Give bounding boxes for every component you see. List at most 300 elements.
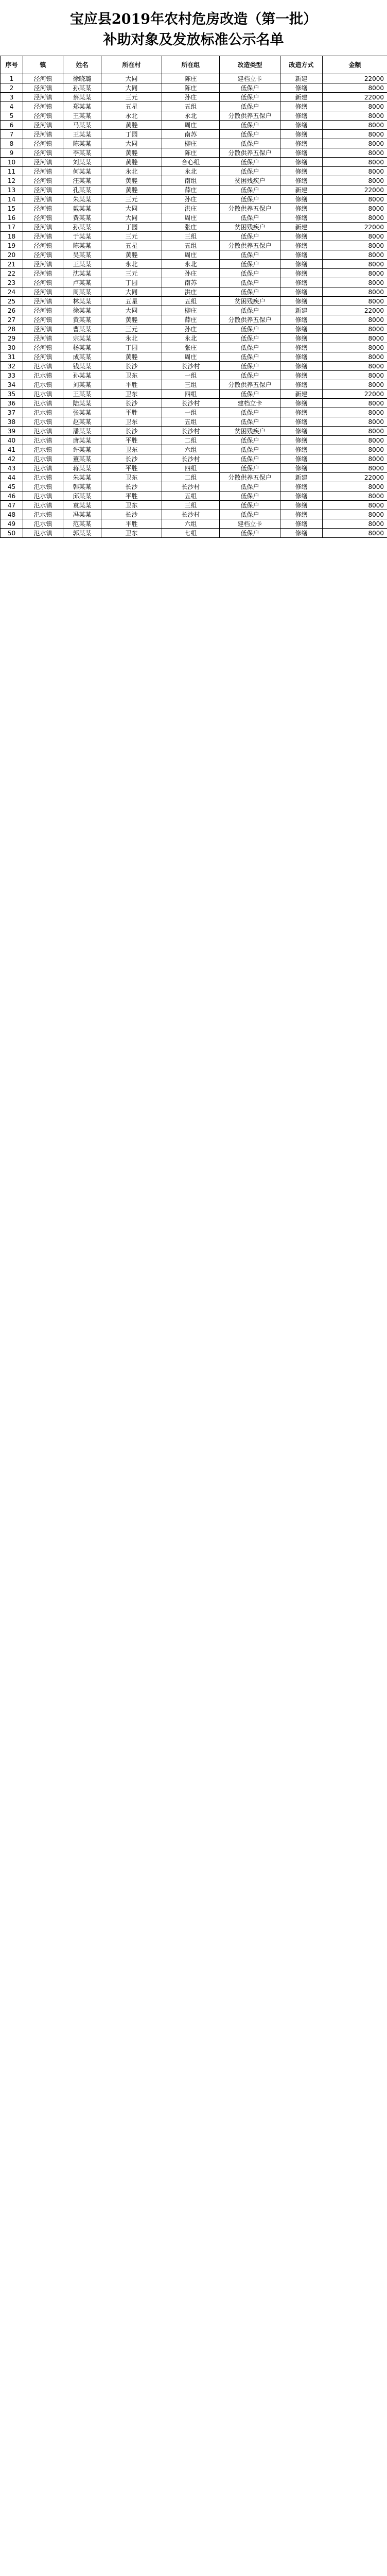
recipient-table (0, 56, 387, 538)
town-cell: 氾水镇 (23, 473, 63, 482)
type-cell: 分散供养五保户 (220, 148, 280, 158)
town-cell: 泾河镇 (23, 250, 63, 260)
group-cell: 长沙村 (162, 427, 220, 436)
village-cell: 永北 (101, 260, 162, 269)
village-cell: 丁园 (101, 278, 162, 287)
amount-cell: 8000 (323, 436, 387, 445)
table-row (1, 158, 387, 167)
group-cell: 长沙村 (162, 482, 220, 492)
town-cell: 氾水镇 (23, 399, 63, 408)
village-cell: 长沙 (101, 399, 162, 408)
table-row (1, 417, 387, 427)
amount-cell: 8000 (323, 352, 387, 362)
method-cell: 修缮 (280, 278, 323, 287)
town-cell: 氾水镇 (23, 464, 63, 473)
type-cell: 低保户 (220, 278, 280, 287)
table-row (1, 510, 387, 519)
seq-cell: 45 (1, 482, 23, 492)
type-cell: 低保户 (220, 389, 280, 399)
name-cell: 刘某某 (63, 158, 101, 167)
method-cell: 修缮 (280, 482, 323, 492)
village-cell: 大同 (101, 139, 162, 148)
type-cell: 低保户 (220, 436, 280, 445)
seq-cell: 31 (1, 352, 23, 362)
type-cell: 低保户 (220, 492, 280, 501)
name-cell: 何某某 (63, 167, 101, 176)
group-cell: 周庄 (162, 213, 220, 223)
village-cell: 长沙 (101, 362, 162, 371)
type-cell: 分散供养五保户 (220, 111, 280, 121)
type-cell: 低保户 (220, 529, 280, 538)
table-row (1, 204, 387, 213)
name-cell: 黄某某 (63, 315, 101, 325)
method-cell: 修缮 (280, 325, 323, 334)
seq-cell: 20 (1, 250, 23, 260)
village-cell: 大同 (101, 204, 162, 213)
method-cell: 修缮 (280, 334, 323, 343)
town-cell: 泾河镇 (23, 325, 63, 334)
village-cell: 三元 (101, 232, 162, 241)
type-cell: 低保户 (220, 195, 280, 204)
method-cell: 修缮 (280, 148, 323, 158)
name-cell: 陈某某 (63, 241, 101, 250)
table-row (1, 445, 387, 454)
town-cell: 氾水镇 (23, 492, 63, 501)
seq-cell: 39 (1, 427, 23, 436)
town-cell: 泾河镇 (23, 139, 63, 148)
name-cell: 吴某某 (63, 250, 101, 260)
name-cell: 王某某 (63, 111, 101, 121)
group-cell: 薛庄 (162, 185, 220, 195)
group-cell: 五组 (162, 102, 220, 111)
amount-cell: 8000 (323, 325, 387, 334)
seq-cell: 26 (1, 306, 23, 315)
group-cell: 七组 (162, 529, 220, 538)
group-cell: 五组 (162, 241, 220, 250)
type-cell: 低保户 (220, 167, 280, 176)
village-cell: 长沙 (101, 427, 162, 436)
header-method: 改造方式 (280, 56, 323, 74)
name-cell: 孙某某 (63, 223, 101, 232)
method-cell: 新建 (280, 93, 323, 102)
table-row (1, 287, 387, 297)
type-cell: 分散供养五保户 (220, 241, 280, 250)
name-cell: 董某某 (63, 454, 101, 464)
method-cell: 修缮 (280, 241, 323, 250)
group-cell: 薛庄 (162, 315, 220, 325)
table-row (1, 130, 387, 139)
group-cell: 洪庄 (162, 287, 220, 297)
type-cell: 低保户 (220, 102, 280, 111)
type-cell: 建档立卡 (220, 399, 280, 408)
method-cell: 修缮 (280, 260, 323, 269)
seq-cell: 8 (1, 139, 23, 148)
type-cell: 低保户 (220, 213, 280, 223)
amount-cell: 22000 (323, 473, 387, 482)
method-cell: 修缮 (280, 111, 323, 121)
village-cell: 平胜 (101, 380, 162, 389)
village-cell: 卫东 (101, 501, 162, 510)
village-cell: 三元 (101, 195, 162, 204)
name-cell: 韩某某 (63, 482, 101, 492)
amount-cell: 8000 (323, 399, 387, 408)
town-cell: 泾河镇 (23, 111, 63, 121)
header-village: 所在村 (101, 56, 162, 74)
type-cell: 低保户 (220, 325, 280, 334)
type-cell: 低保户 (220, 362, 280, 371)
table-row (1, 278, 387, 287)
method-cell: 修缮 (280, 343, 323, 352)
amount-cell: 8000 (323, 408, 387, 417)
amount-cell: 8000 (323, 167, 387, 176)
table-row (1, 213, 387, 223)
group-cell: 六组 (162, 445, 220, 454)
group-cell: 孙庄 (162, 269, 220, 278)
amount-cell: 8000 (323, 278, 387, 287)
header-name: 姓名 (63, 56, 101, 74)
seq-cell: 43 (1, 464, 23, 473)
seq-cell: 27 (1, 315, 23, 325)
title-line-1: 宝应县2019年农村危房改造（第一批） (69, 11, 318, 27)
seq-cell: 17 (1, 223, 23, 232)
method-cell: 修缮 (280, 454, 323, 464)
village-cell: 平胜 (101, 436, 162, 445)
name-cell: 汪某某 (63, 176, 101, 185)
name-cell: 潘某某 (63, 427, 101, 436)
amount-cell: 22000 (323, 185, 387, 195)
seq-cell: 40 (1, 436, 23, 445)
method-cell: 修缮 (280, 362, 323, 371)
table-row (1, 371, 387, 380)
method-cell: 修缮 (280, 501, 323, 510)
type-cell: 低保户 (220, 130, 280, 139)
town-cell: 泾河镇 (23, 83, 63, 93)
village-cell: 大同 (101, 306, 162, 315)
table-row (1, 102, 387, 111)
amount-cell: 8000 (323, 204, 387, 213)
amount-cell: 8000 (323, 102, 387, 111)
town-cell: 泾河镇 (23, 204, 63, 213)
seq-cell: 37 (1, 408, 23, 417)
village-cell: 大同 (101, 213, 162, 223)
amount-cell: 8000 (323, 501, 387, 510)
method-cell: 修缮 (280, 83, 323, 93)
type-cell: 低保户 (220, 445, 280, 454)
group-cell: 周庄 (162, 121, 220, 130)
group-cell: 三组 (162, 232, 220, 241)
group-cell: 永北 (162, 260, 220, 269)
amount-cell: 8000 (323, 195, 387, 204)
amount-cell: 8000 (323, 492, 387, 501)
type-cell: 低保户 (220, 158, 280, 167)
header-group: 所在组 (162, 56, 220, 74)
seq-cell: 12 (1, 176, 23, 185)
page (0, 0, 387, 538)
village-cell: 五星 (101, 102, 162, 111)
type-cell: 低保户 (220, 306, 280, 315)
type-cell: 低保户 (220, 83, 280, 93)
method-cell: 修缮 (280, 408, 323, 417)
village-cell: 长沙 (101, 510, 162, 519)
name-cell: 朱某某 (63, 473, 101, 482)
seq-cell: 35 (1, 389, 23, 399)
town-cell: 泾河镇 (23, 269, 63, 278)
method-cell: 修缮 (280, 519, 323, 529)
name-cell: 戴某某 (63, 204, 101, 213)
method-cell: 修缮 (280, 492, 323, 501)
town-cell: 泾河镇 (23, 232, 63, 241)
type-cell: 低保户 (220, 464, 280, 473)
seq-cell: 44 (1, 473, 23, 482)
type-cell: 低保户 (220, 93, 280, 102)
amount-cell: 8000 (323, 454, 387, 464)
village-cell: 长沙 (101, 482, 162, 492)
seq-cell: 46 (1, 492, 23, 501)
table-row (1, 408, 387, 417)
group-cell: 四组 (162, 464, 220, 473)
header-type: 改造类型 (220, 56, 280, 74)
amount-cell: 8000 (323, 371, 387, 380)
table-row (1, 176, 387, 185)
town-cell: 氾水镇 (23, 371, 63, 380)
table-row (1, 250, 387, 260)
name-cell: 沈某某 (63, 269, 101, 278)
amount-cell: 8000 (323, 343, 387, 352)
group-cell: 长沙村 (162, 399, 220, 408)
title-block (0, 0, 387, 56)
method-cell: 修缮 (280, 371, 323, 380)
group-cell: 长沙村 (162, 510, 220, 519)
amount-cell: 22000 (323, 389, 387, 399)
group-cell: 四组 (162, 389, 220, 399)
amount-cell: 8000 (323, 241, 387, 250)
group-cell: 南苏 (162, 130, 220, 139)
town-cell: 氾水镇 (23, 529, 63, 538)
table-row (1, 519, 387, 529)
table-row (1, 362, 387, 371)
method-cell: 修缮 (280, 213, 323, 223)
village-cell: 五星 (101, 297, 162, 306)
seq-cell: 5 (1, 111, 23, 121)
name-cell: 周某某 (63, 287, 101, 297)
town-cell: 氾水镇 (23, 408, 63, 417)
name-cell: 刘某某 (63, 380, 101, 389)
name-cell: 李某某 (63, 148, 101, 158)
name-cell: 冯某某 (63, 510, 101, 519)
table-row (1, 195, 387, 204)
table-row (1, 121, 387, 130)
seq-cell: 16 (1, 213, 23, 223)
type-cell: 低保户 (220, 260, 280, 269)
type-cell: 贫困残疾户 (220, 297, 280, 306)
method-cell: 修缮 (280, 204, 323, 213)
group-cell: 南苏 (162, 278, 220, 287)
amount-cell: 8000 (323, 519, 387, 529)
method-cell: 新建 (280, 74, 323, 83)
group-cell: 周庄 (162, 352, 220, 362)
table-row (1, 315, 387, 325)
amount-cell: 8000 (323, 334, 387, 343)
seq-cell: 23 (1, 278, 23, 287)
table-row (1, 74, 387, 83)
method-cell: 修缮 (280, 232, 323, 241)
seq-cell: 30 (1, 343, 23, 352)
seq-cell: 18 (1, 232, 23, 241)
group-cell: 孙庄 (162, 195, 220, 204)
seq-cell: 19 (1, 241, 23, 250)
type-cell: 低保户 (220, 510, 280, 519)
town-cell: 氾水镇 (23, 427, 63, 436)
name-cell: 费某某 (63, 213, 101, 223)
town-cell: 泾河镇 (23, 195, 63, 204)
group-cell: 永北 (162, 167, 220, 176)
type-cell: 建档立卡 (220, 519, 280, 529)
town-cell: 泾河镇 (23, 343, 63, 352)
name-cell: 王某某 (63, 389, 101, 399)
group-cell: 张庄 (162, 223, 220, 232)
town-cell: 泾河镇 (23, 260, 63, 269)
seq-cell: 9 (1, 148, 23, 158)
method-cell: 修缮 (280, 529, 323, 538)
seq-cell: 24 (1, 287, 23, 297)
amount-cell: 8000 (323, 148, 387, 158)
amount-cell: 8000 (323, 380, 387, 389)
town-cell: 泾河镇 (23, 315, 63, 325)
amount-cell: 8000 (323, 529, 387, 538)
group-cell: 陈庄 (162, 148, 220, 158)
table-row (1, 389, 387, 399)
method-cell: 修缮 (280, 510, 323, 519)
table-row (1, 427, 387, 436)
seq-cell: 13 (1, 185, 23, 195)
amount-cell: 8000 (323, 315, 387, 325)
town-cell: 泾河镇 (23, 278, 63, 287)
town-cell: 泾河镇 (23, 334, 63, 343)
table-row (1, 464, 387, 473)
name-cell: 杨某某 (63, 343, 101, 352)
group-cell: 五组 (162, 297, 220, 306)
seq-cell: 34 (1, 380, 23, 389)
town-cell: 泾河镇 (23, 148, 63, 158)
method-cell: 修缮 (280, 167, 323, 176)
name-cell: 蒋某某 (63, 464, 101, 473)
group-cell: 长沙村 (162, 362, 220, 371)
method-cell: 修缮 (280, 195, 323, 204)
amount-cell: 8000 (323, 297, 387, 306)
village-cell: 卫东 (101, 529, 162, 538)
method-cell: 修缮 (280, 315, 323, 325)
town-cell: 氾水镇 (23, 501, 63, 510)
town-cell: 泾河镇 (23, 130, 63, 139)
town-cell: 泾河镇 (23, 297, 63, 306)
name-cell: 唐某某 (63, 436, 101, 445)
town-cell: 泾河镇 (23, 121, 63, 130)
title-line-2: 补助对象及发放标准公示名单 (103, 32, 284, 48)
table-row (1, 501, 387, 510)
name-cell: 王某某 (63, 130, 101, 139)
group-cell: 周庄 (162, 250, 220, 260)
name-cell: 许某某 (63, 445, 101, 454)
group-cell: 五组 (162, 417, 220, 427)
village-cell: 黄塍 (101, 121, 162, 130)
name-cell: 林某某 (63, 297, 101, 306)
town-cell: 氾水镇 (23, 519, 63, 529)
town-cell: 泾河镇 (23, 185, 63, 195)
village-cell: 五星 (101, 241, 162, 250)
table-body (1, 74, 387, 538)
name-cell: 郑某某 (63, 102, 101, 111)
table-row (1, 380, 387, 389)
village-cell: 黄塍 (101, 352, 162, 362)
method-cell: 修缮 (280, 352, 323, 362)
name-cell: 成某某 (63, 352, 101, 362)
table-row (1, 111, 387, 121)
name-cell: 王某某 (63, 260, 101, 269)
type-cell: 低保户 (220, 269, 280, 278)
method-cell: 修缮 (280, 436, 323, 445)
amount-cell: 8000 (323, 482, 387, 492)
amount-cell: 8000 (323, 130, 387, 139)
name-cell: 朱某某 (63, 195, 101, 204)
table-row (1, 436, 387, 445)
town-cell: 泾河镇 (23, 287, 63, 297)
header-amount: 金额 (323, 56, 387, 74)
town-cell: 氾水镇 (23, 482, 63, 492)
table-row (1, 343, 387, 352)
village-cell: 黄塍 (101, 250, 162, 260)
name-cell: 陆某某 (63, 399, 101, 408)
type-cell: 低保户 (220, 121, 280, 130)
method-cell: 新建 (280, 185, 323, 195)
type-cell: 分散供养五保户 (220, 204, 280, 213)
village-cell: 卫东 (101, 371, 162, 380)
amount-cell: 8000 (323, 427, 387, 436)
group-cell: 陈庄 (162, 74, 220, 83)
table-row (1, 492, 387, 501)
town-cell: 泾河镇 (23, 74, 63, 83)
table-row (1, 83, 387, 93)
seq-cell: 6 (1, 121, 23, 130)
town-cell: 氾水镇 (23, 417, 63, 427)
town-cell: 泾河镇 (23, 213, 63, 223)
seq-cell: 21 (1, 260, 23, 269)
table-row (1, 325, 387, 334)
village-cell: 卫东 (101, 389, 162, 399)
type-cell: 分散供养五保户 (220, 315, 280, 325)
name-cell: 张某某 (63, 408, 101, 417)
method-cell: 修缮 (280, 176, 323, 185)
table-row (1, 93, 387, 102)
village-cell: 黄塍 (101, 315, 162, 325)
method-cell: 修缮 (280, 464, 323, 473)
village-cell: 黄塍 (101, 176, 162, 185)
group-cell: 合心组 (162, 158, 220, 167)
name-cell: 袁某某 (63, 501, 101, 510)
method-cell: 修缮 (280, 102, 323, 111)
amount-cell: 8000 (323, 158, 387, 167)
town-cell: 氾水镇 (23, 445, 63, 454)
town-cell: 泾河镇 (23, 176, 63, 185)
town-cell: 氾水镇 (23, 436, 63, 445)
amount-cell: 8000 (323, 287, 387, 297)
name-cell: 赵某某 (63, 417, 101, 427)
table-row (1, 306, 387, 315)
seq-cell: 15 (1, 204, 23, 213)
seq-cell: 10 (1, 158, 23, 167)
name-cell: 邱某某 (63, 492, 101, 501)
village-cell: 丁园 (101, 343, 162, 352)
name-cell: 曹某某 (63, 325, 101, 334)
